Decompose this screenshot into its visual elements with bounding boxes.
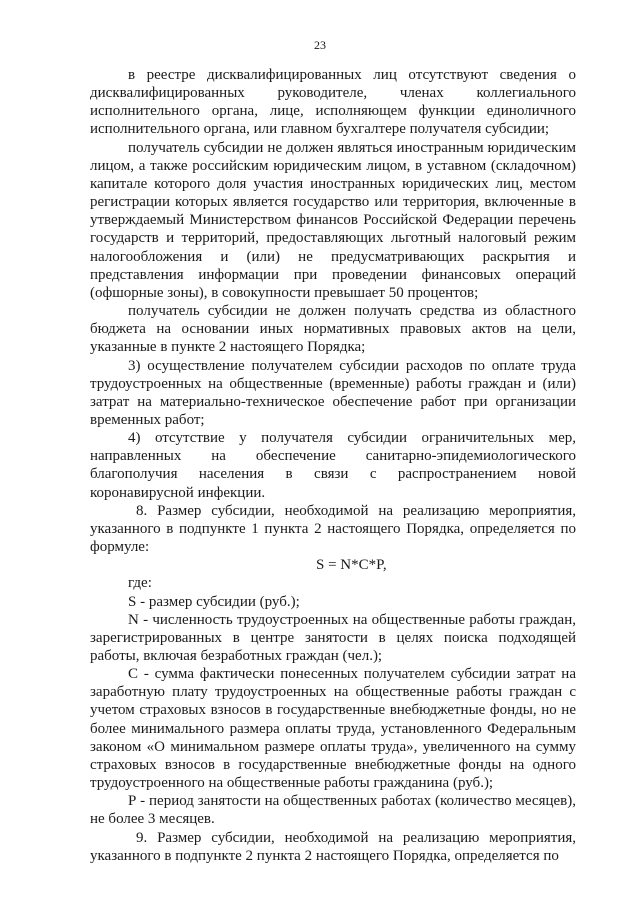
definition-n: N - численность трудоустроенных на общественные работы граждан, зарегистрированных в центре занятости в целях поиска подходящей работы, включая безработных граждан (чел.);: [90, 611, 576, 664]
definition-p: Р - период занятости на общественных работах (количество месяцев), не более 3 месяцев.: [90, 793, 576, 828]
definition-s: S - размер субсидии (руб.);: [128, 593, 300, 610]
formula: S = N*C*P,: [316, 557, 387, 574]
paragraph-regional-budget: получатель субсидии не должен получать средства из областного бюджета на основании иных нормативных правовых актов на цели, указанные в пункте 2 настоящего Порядка;: [90, 303, 576, 356]
paragraph-item-9: 9. Размер субсидии, необходимой на реализацию мероприятия, указанного в подпункте 2 пункта 2 настоящего Порядка, определяется по: [90, 829, 576, 864]
paragraph-foreign-entity: получатель субсидии не должен являться иностранным юридическим лицом, а также российским юридическим лицом, в уставном (складочном) капитале которого доля участия иностранных юридических лиц, местом регистрации которых является государство или территория, включенные в утверждаемый Министерством финансов Российской Федерации перечень государств и территорий, предоставляющих льготный налоговый режим налогообложения и (или) не предусматривающих раскрытия и представления информации при проведении финансовых операций (офшорные зоны), в совокупности превышает 50 процентов;: [90, 139, 576, 301]
paragraph-disqualified-registry: в реестре дисквалифицированных лиц отсутствуют сведения о дисквалифицированных руководителе, членах коллегиального исполнительного органа, лице, исполняющем функции единоличного исполнительного органа, или главном бухгалтере получателя субсидии;: [90, 67, 576, 138]
page-number: 23: [314, 38, 326, 52]
paragraph-item-8: 8. Размер субсидии, необходимой на реализацию мероприятия, указанного в подпункте 1 пункта 2 настоящего Порядка, определяется по формуле:: [90, 502, 576, 556]
where-label: где:: [128, 575, 152, 592]
document-body: [90, 66, 576, 865]
definition-c: С - сумма фактически понесенных получателем субсидии затрат на заработную плату трудоустроенных на общественные работы граждан с учетом страховых взносов в государственные внебюджетные фонды, но не более минимального размера оплаты труда, установленного Федеральным законом «О минимальном размере оплаты труда», увеличенного на сумму страховых взносов в государственные внебюджетные фонды на одного трудоустроенного на общественные работы гражданина (руб.);: [90, 666, 576, 792]
paragraph-item-3: 3) осуществление получателем субсидии расходов по оплате труда трудоустроенных на общественные (временные) работы граждан и (или) затрат на материально-техническое обеспечение работ при организации временных работ;: [90, 357, 576, 428]
paragraph-item-4: 4) отсутствие у получателя субсидии ограничительных мер, направленных на обеспечение санитарно-эпидемиологического благополучия населения в связи с распространением новой коронавирусной инфекции.: [90, 430, 576, 501]
